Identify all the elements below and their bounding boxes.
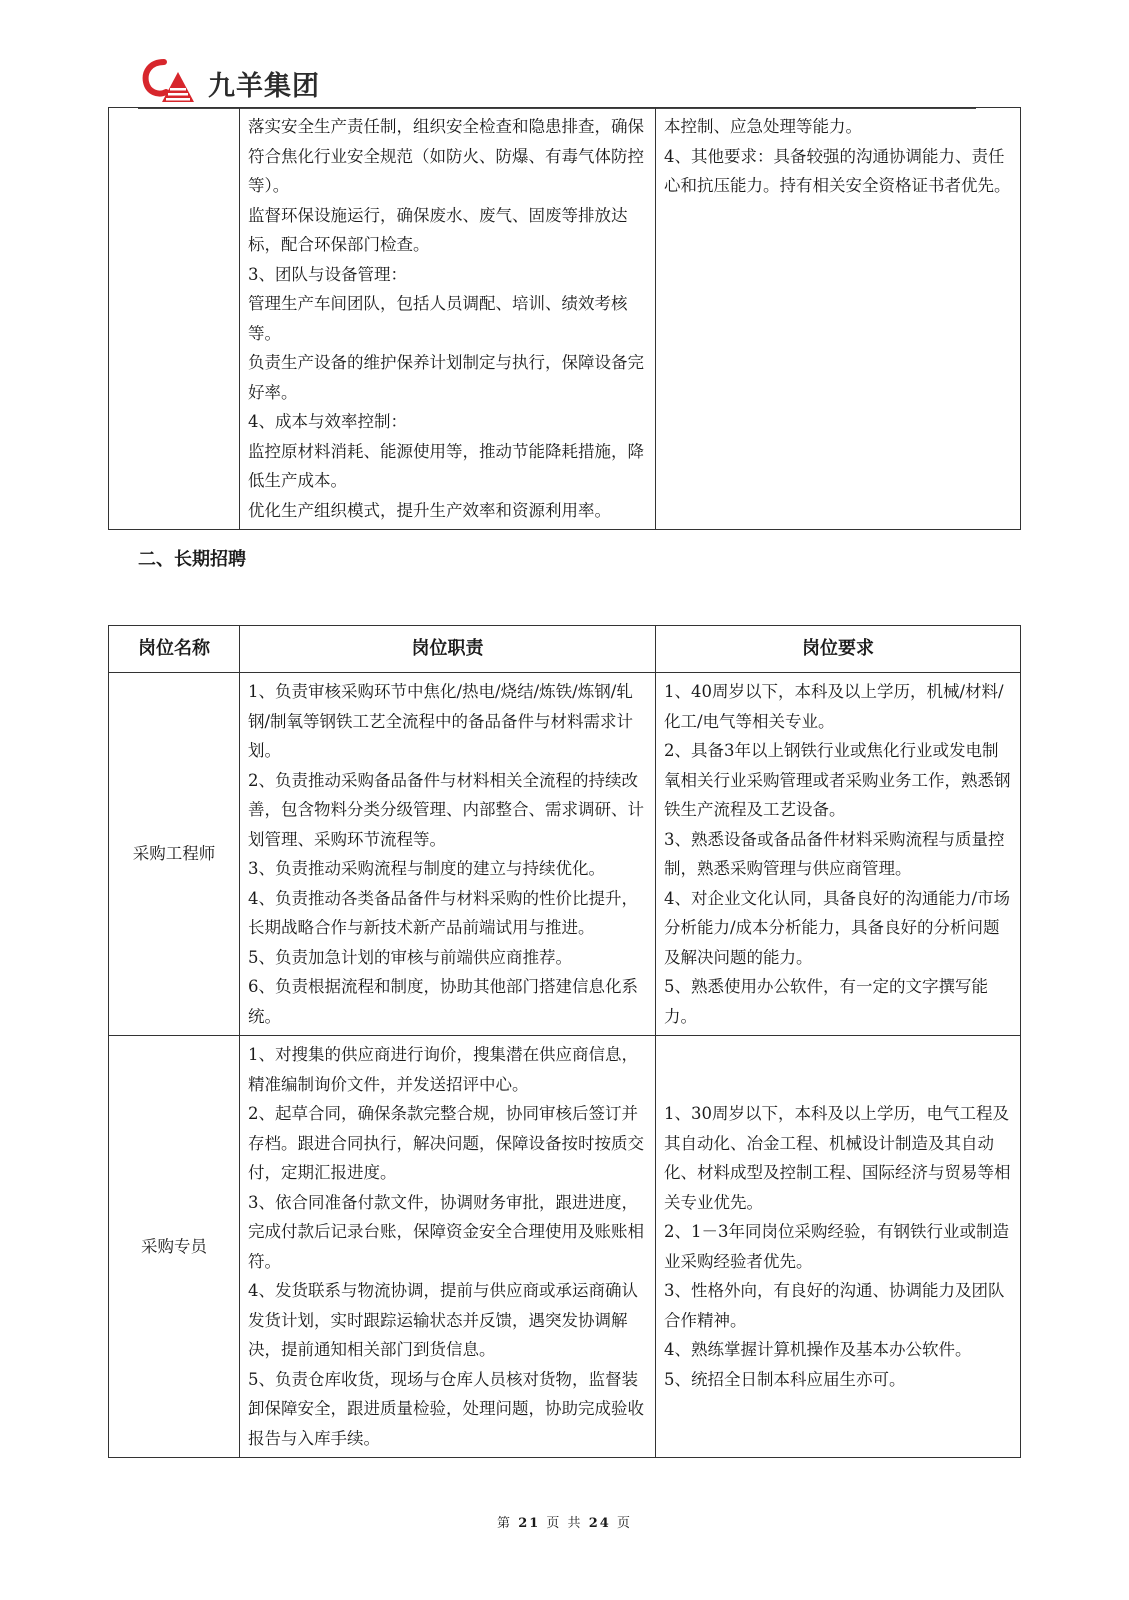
requirement-line: 1、40周岁以下，本科及以上学历，机械/材料/化工/电气等相关专业。 [664,682,1004,731]
column-header-duties: 岗位职责 [240,626,656,673]
duty-line: 3、负责推动采购流程与制度的建立与持续优化。 [248,859,605,878]
table-row [109,1036,1021,1458]
table-row [109,673,1021,1036]
table-header-row [109,626,1021,673]
requirement-line: 4、其他要求：具备较强的沟通协调能力、责任心和抗压能力。持有相关安全资格证书者优先。 [664,146,1011,195]
duty-line: 优化生产组织模式，提升生产效率和资源利用率。 [248,500,611,520]
duty-line: 4、成本与效率控制： [248,412,407,431]
requirements-cell [656,1036,1021,1458]
requirement-line: 3、性格外向，有良好的沟通、协调能力及团队合作精神。 [664,1281,1005,1330]
continued-duties-cell [240,108,656,530]
requirement-line: 1、30周岁以下，本科及以上学历，电气工程及其自动化、冶金工程、机械设计制造及其自动化、材料成型及控制工程、国际经济与贸易等相关专业优先。 [664,1104,1011,1212]
page-footer [0,1512,1129,1531]
column-header-requirements: 岗位要求 [656,626,1021,673]
page-current: 21 [518,1516,541,1531]
requirement-line: 5、熟悉使用办公软件，有一定的文字撰写能力。 [664,977,988,1026]
duty-line: 2、负责推动采购备品备件与材料相关全流程的持续改善，包含物料分类分级管理、内部整合、需求调研、计划管理、采购环节流程等。 [248,770,644,849]
duty-line: 4、发货联系与物流协调，提前与供应商或承运商确认发货计划，实时跟踪运输状态并反馈，遇突发协调解决，提前通知相关部门到货信息。 [248,1281,638,1359]
duty-line: 监督环保设施运行，确保废水、废气、固废等排放达标，配合环保部门检查。 [248,205,628,254]
duty-line: 5、负责加急计划的审核与前端供应商推荐。 [248,947,572,967]
company-name: 九羊集团 [208,71,320,102]
page-mid: 页 共 [546,1516,583,1531]
duty-line: 6、负责根据流程和制度，协助其他部门搭建信息化系统。 [248,977,638,1026]
requirement-line: 2、1－3年同岗位采购经验，有钢铁行业或制造业采购经验者优先。 [664,1222,1009,1271]
page-prefix: 第 [497,1516,513,1531]
duty-line: 3、依合同准备付款文件，协调财务审批，跟进进度，完成付款后记录台账，保障资金安全合理使用及账账相符。 [248,1192,644,1271]
column-header-position: 岗位名称 [109,626,240,673]
duty-line: 2、起草合同，确保条款完整合规，协同审核后签订并存档。跟进合同执行，解决问题，保障设备按时按质交付，定期汇报进度。 [248,1104,644,1182]
continued-table [108,107,1021,530]
duties-cell [240,673,656,1036]
continued-position-cell [109,108,240,530]
duty-line: 监控原材料消耗、能源使用等，推动节能降耗措施，降低生产成本。 [248,441,644,490]
company-logo-icon [142,58,198,106]
section-title: 二、长期招聘 [138,549,246,570]
requirement-line: 本控制、应急处理等能力。 [664,117,862,136]
requirement-line: 4、对企业文化认同，具备良好的沟通能力/市场分析能力/成本分析能力，具备良好的分析问题及解决问题的能力。 [664,888,1011,967]
requirement-line: 4、熟练掌握计算机操作及基本办公软件。 [664,1340,972,1359]
duty-line: 1、对搜集的供应商进行询价，搜集潜在供应商信息，精准编制询价文件，并发送招评中心。 [248,1045,638,1094]
duty-line: 负责生产设备的维护保养计划制定与执行，保障设备完好率。 [248,353,644,402]
continued-requirements-cell [656,108,1021,530]
requirements-cell [656,673,1021,1036]
duty-line: 管理生产车间团队，包括人员调配、培训、绩效考核等。 [248,294,628,343]
position-name: 采购专员 [109,1036,240,1458]
duty-line: 3、团队与设备管理： [248,264,407,284]
duty-line: 4、负责推动各类备品备件与材料采购的性价比提升，长期战略合作与新技术新产品前端试用与推进。 [248,888,638,937]
duties-cell [240,1036,656,1458]
page-header [138,50,976,109]
page-suffix: 页 [616,1516,632,1531]
requirement-line: 3、熟悉设备或备品备件材料采购流程与质量控制，熟悉采购管理与供应商管理。 [664,829,1005,878]
requirement-line: 2、具备3年以上钢铁行业或焦化行业或发电制氧相关行业采购管理或者采购业务工作，熟悉钢铁生产流程及工艺设备。 [664,741,1011,819]
requirement-line: 5、统招全日制本科应届生亦可。 [664,1369,906,1389]
duty-line: 5、负责仓库收货，现场与仓库人员核对货物，监督装卸保障安全，跟进质量检验，处理问题，协助完成验收报告与入库手续。 [248,1369,644,1448]
position-name: 采购工程师 [109,673,240,1036]
duty-line: 落实安全生产责任制，组织安全检查和隐患排查，确保符合焦化行业安全规范（如防火、防爆、有毒气体防控等）。 [248,117,644,195]
duty-line: 1、负责审核采购环节中焦化/热电/烧结/炼铁/炼钢/轧钢/制氧等钢铁工艺全流程中的备品备件与材料需求计划。 [248,682,634,760]
recruitment-table [108,625,1021,1458]
page-total: 24 [588,1516,611,1531]
